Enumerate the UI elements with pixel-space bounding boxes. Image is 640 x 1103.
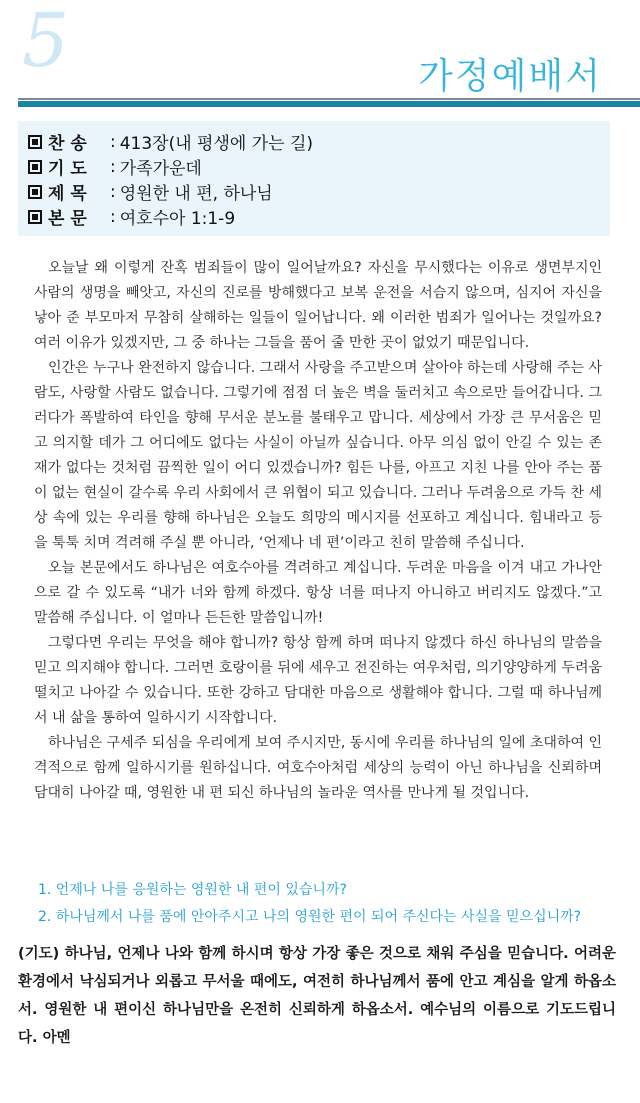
body-paragraph: 오늘날 왜 이렇게 잔혹 범죄들이 많이 일어날까요? 자신을 무시했다는 이유로 생면부지인 사람의 생명을 빼앗고, 자신의 진로를 방해했다고 보복 운전을 서슴지 않으며, 심지어 자신을 낳아 준 부모마저 무참히 살해하는 일들이 일어납니다. 왜 이러한 범죄가 일어나는 것일까요? 여러 이유가 있겠지만, 그 중 하나는 그들을 품어 줄 만한 곳이 없었기 때문입니다. [34,260,602,351]
info-value: 여호수아 1:1-9 [119,209,236,229]
body-paragraph: 인간은 누구나 완전하지 않습니다. 그래서 사랑을 주고받으며 살아야 하는데 사랑해 주는 사람도, 사랑할 사람도 없습니다. 그렇기에 점점 더 높은 벽을 둘러치고 속으로만 들어갑니다. 그러다가 폭발하여 타인을 향해 무서운 분노를 불태우고 맙니다. 세상에서 가장 큰 무서움은 믿고 의지할 데가 그 어디에도 없다는 사실이 아닐까 싶습니다. 아무 의심 없이 안길 수 있는 존재가 없다는 것처럼 끔찍한 일이 어디 있겠습니까? 힘든 나를, 아프고 지친 나를 안아 주는 품이 없는 현실이 갈수록 우리 사회에서 큰 위협이 되고 있습니다. 그러나 두려움으로 가득 찬 세상 속에 있는 우리를 향해 하나님은 오늘도 희망의 메시지를 선포하고 계십니다. 힘내라고 등을 툭툭 치며 격려해 주실 뿐 아니라, ‘언제나 네 편’이라고 친히 말씀해 주십니다. [34,360,602,551]
info-row-hymn [28,129,610,154]
body-paragraph: 오늘 본문에서도 하나님은 여호수아를 격려하고 계십니다. 두려운 마음을 이겨 내고 가나안으로 갈 수 있도록 “내가 너와 함께 하겠다. 항상 너를 떠나지 아니하고 버리지도 않겠다.”고 말씀해 주십니다. 이 얼마나 든든한 말씀입니까! [34,560,602,626]
info-row-scripture [28,204,610,229]
info-value: 413장(내 평생에 가는 길) [119,134,314,154]
info-row-title [28,179,610,204]
header-divider-thick [18,101,640,107]
info-label: 기 도 [48,159,87,179]
info-colon: : [110,206,116,227]
square-bullet-icon [28,210,42,224]
info-colon: : [110,181,116,202]
square-bullet-icon [28,160,42,174]
question-item: 1. 언제나 나를 응원하는 영원한 내 편이 있습니까? [38,882,347,898]
service-info-box [18,121,610,236]
body-paragraph: 그렇다면 우리는 무엇을 해야 합니까? 항상 함께 하며 떠나지 않겠다 하신 하나님의 말씀을 믿고 의지해야 합니다. 그러면 호랑이를 뒤에 세우고 전진하는 여우처럼, 의기양양하게 두려움 떨치고 나아갈 수 있습니다. 또한 강하고 담대한 마음으로 생활해야 합니다. 그럴 때 하나님께서 내 삶을 통하여 일하시기 시작합니다. [34,635,602,726]
closing-prayer: (기도) 하나님, 언제나 나와 함께 하시며 항상 가장 좋은 것으로 채워 주심을 믿습니다. 어려운 환경에서 낙심되거나 외롭고 무서울 때에도, 여전히 하나님께서 품에 안고 계심을 알게 하옵소서. 영원한 내 편이신 하나님만을 온전히 신뢰하게 하옵소서. 예수님의 이름으로 기도드립니다. 아멘 [18,946,616,1046]
question-item: 2. 하나님께서 나를 품에 안아주시고 나의 영원한 편이 되어 주신다는 사실을 믿으십니까? [38,909,582,925]
sermon-body [34,256,602,806]
info-row-prayer [28,154,610,179]
info-label: 제 목 [48,184,87,204]
square-bullet-icon [28,185,42,199]
page-title: 가정예배서 [418,56,602,97]
info-colon: : [110,156,116,177]
body-paragraph: 하나님은 구세주 되심을 우리에게 보여 주시지만, 동시에 우리를 하나님의 일에 초대하여 인격적으로 함께 일하시기를 원하십니다. 여호수아처럼 세상의 능력이 아닌 하나님을 신뢰하며 담대히 나아갈 때, 영원한 내 편 되신 하나님의 놀라운 역사를 만나게 될 것입니다. [34,735,602,801]
info-colon: : [110,131,116,152]
chapter-number: 5 [22,0,70,84]
info-value: 가족가운데 [119,159,202,179]
reflection-questions [38,877,608,931]
info-value: 영원한 내 편, 하나님 [119,184,273,204]
info-label: 본 문 [48,209,87,229]
info-label: 찬 송 [48,134,87,154]
square-bullet-icon [28,135,42,149]
header-divider-thin [18,98,640,100]
